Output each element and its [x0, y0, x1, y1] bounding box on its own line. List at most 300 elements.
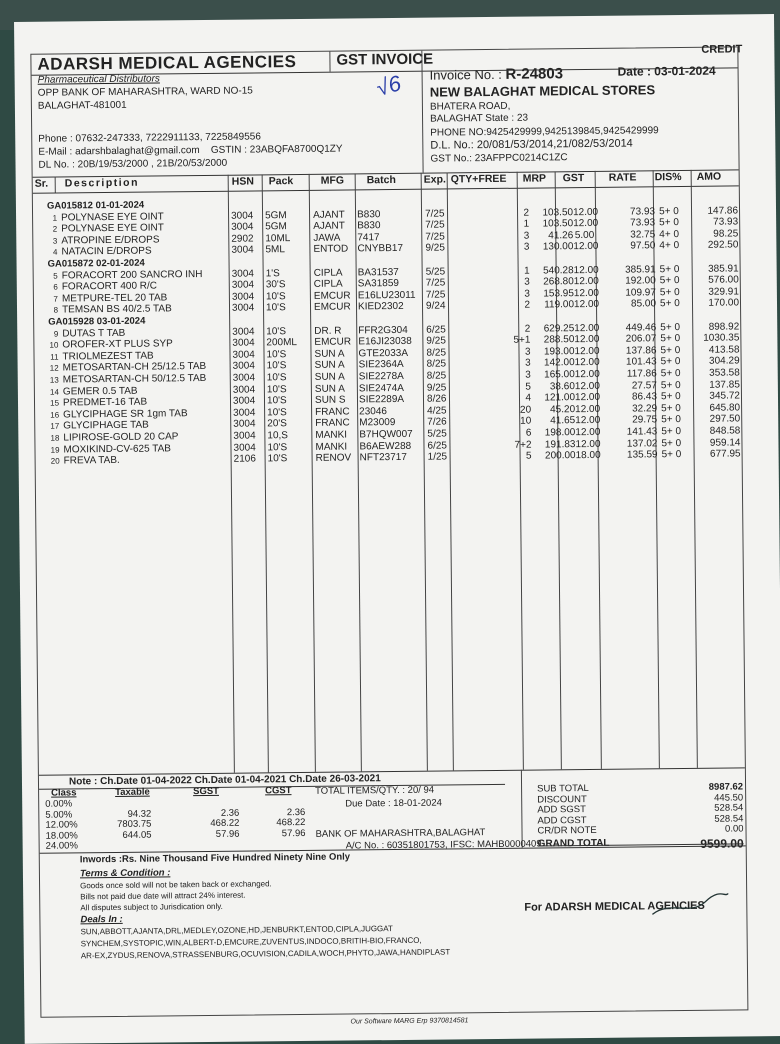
- deals-line: SYNCHEM,SYSTOPIC,WIN,ALBERT-D,EMCURE,ZUVENTUS,INDOCO,BRITIH-BIO,FRANCO,: [80, 935, 422, 949]
- invoice-sheet: [30, 43, 748, 1017]
- row-amount: 576.00: [708, 274, 739, 286]
- row-gst: 12.00: [573, 287, 599, 299]
- row-pack: 10'S: [267, 453, 288, 465]
- tax-col-header: SGST: [193, 785, 220, 798]
- row-discount: 5+ 0: [661, 426, 682, 438]
- row-gst: 12.00: [575, 438, 601, 450]
- row-mrp: 165.00: [544, 369, 575, 381]
- row-amount: 329.91: [708, 286, 739, 298]
- terms-title: Terms & Condition :: [79, 867, 171, 880]
- row-batch: SIE2364A: [358, 359, 404, 371]
- row-sr: 12: [49, 363, 59, 374]
- row-description: FREVA TAB.: [63, 455, 120, 467]
- row-expiry: 1/25: [427, 451, 448, 463]
- row-mrp: 191.83: [544, 438, 576, 451]
- seller-contact: [38, 130, 343, 172]
- tax-cell: 468.22: [276, 817, 306, 829]
- row-rate: 137.02: [626, 437, 658, 450]
- row-rate: 117.86: [626, 368, 657, 380]
- row-gst: 12.00: [575, 403, 601, 415]
- row-rate: 85.00: [630, 298, 657, 310]
- tax-cell: 24.00%: [45, 840, 78, 853]
- row-rate: 137.86: [625, 345, 657, 357]
- term-line: Bills not paid due date will attract 24% interest.: [80, 890, 246, 902]
- row-sr: 2: [52, 224, 58, 234]
- for-company-signature: For ADARSH MEDICAL AGENCIES: [524, 899, 705, 914]
- row-mfg: SUN A: [314, 371, 345, 383]
- row-batch: B830: [357, 220, 381, 232]
- row-hsn: 3004: [231, 279, 255, 291]
- customer-address: [430, 101, 528, 126]
- row-gst: 12.00: [574, 357, 600, 369]
- row-amount: 413.58: [708, 344, 740, 356]
- row-mrp: 130.00: [542, 241, 574, 253]
- row-expiry: 6/25: [426, 324, 446, 336]
- row-sr: 8: [53, 305, 59, 315]
- row-mfg: MANKI: [315, 429, 348, 441]
- row-mfg: SUN A: [314, 383, 345, 395]
- summary-label: ADD CGST: [537, 814, 587, 827]
- invoice-number-value: R-24803: [505, 65, 564, 83]
- row-discount: 5+ 0: [659, 263, 680, 275]
- total-items: TOTAL ITEMS/QTY. : 20/ 94: [315, 784, 435, 797]
- row-mfg: EMCUR: [314, 336, 352, 349]
- summary-value: 528.54: [714, 813, 744, 825]
- row-rate: 385.91: [624, 263, 656, 276]
- row-rate: 135.59: [626, 449, 658, 461]
- row-mrp: 288.50: [543, 334, 575, 346]
- col-header-pack: Pack: [268, 175, 294, 188]
- tax-cell: 12.00%: [45, 819, 78, 831]
- row-discount: 5+ 0: [660, 321, 681, 333]
- row-discount: 4+ 0: [659, 240, 680, 252]
- row-amount: 170.00: [708, 297, 740, 310]
- row-amount: 353.58: [709, 367, 740, 379]
- row-amount: 73.93: [713, 216, 739, 228]
- row-mrp: 193.00: [543, 345, 575, 358]
- row-gst: 12.00: [574, 392, 601, 404]
- row-hsn: 3004: [233, 418, 256, 431]
- row-batch: GTE2033A: [358, 347, 409, 360]
- row-hsn: 3004: [232, 360, 255, 373]
- row-expiry: 7/25: [425, 219, 445, 231]
- row-pack: 30'S: [265, 279, 286, 291]
- tax-col-header: CGST: [265, 785, 292, 797]
- row-qty: 3: [523, 241, 530, 254]
- summary-label: GRAND TOTAL: [537, 837, 610, 850]
- row-gst: 12.00: [573, 276, 599, 288]
- row-batch: BA31537: [357, 266, 399, 278]
- col-header-dis: DIS%: [654, 170, 682, 184]
- amount-summary: [537, 781, 744, 851]
- tax-cell: 57.96: [281, 827, 306, 840]
- row-sr: 9: [53, 329, 59, 339]
- invoice-number: [430, 65, 564, 83]
- col-header-description: Description: [64, 176, 140, 190]
- row-qty: 3: [524, 288, 530, 300]
- row-hsn: 3004: [231, 210, 254, 222]
- row-qty: 6: [525, 427, 532, 439]
- row-pack: 10'S: [266, 395, 287, 407]
- row-rate: 32.75: [630, 229, 656, 241]
- row-amount: 385.91: [707, 262, 739, 275]
- row-sr: 20: [50, 456, 60, 466]
- summary-value: 0.00: [724, 823, 744, 835]
- col-header-rate: RATE: [608, 171, 637, 184]
- row-gst: 12.00: [573, 241, 599, 253]
- row-discount: 5+ 0: [660, 391, 681, 403]
- row-batch: E16LU23011: [357, 289, 416, 302]
- row-mrp: 540.28: [543, 264, 574, 277]
- signature-stroke: [650, 890, 730, 921]
- row-rate: 27.57: [631, 379, 657, 392]
- row-mrp: 142.00: [543, 357, 575, 369]
- divider: [329, 52, 330, 72]
- row-mrp: 41.26: [548, 229, 574, 242]
- row-discount: 5+ 0: [659, 275, 680, 287]
- divider: [39, 767, 745, 775]
- tax-cell: 57.96: [215, 828, 240, 840]
- customer-name: NEW BALAGHAT MEDICAL STORES: [429, 82, 656, 100]
- customer-dl: D.L. No.: 20/081/53/2014,21/082/53/2014: [430, 137, 633, 152]
- tax-cell: 94.32: [127, 808, 152, 820]
- row-sr: 16: [50, 410, 60, 420]
- row-mrp: 103.50: [542, 206, 574, 219]
- row-expiry: 8/26: [426, 393, 447, 405]
- seller-address-line2: BALAGHAT-481001: [37, 99, 127, 112]
- row-amount: 645.80: [709, 402, 741, 414]
- row-batch: M23009: [359, 417, 396, 429]
- row-rate: 449.46: [625, 321, 657, 334]
- row-hsn: 3004: [231, 244, 254, 257]
- row-batch: E16JI23038: [358, 336, 412, 348]
- row-rate: 109.97: [625, 287, 656, 299]
- row-hsn: 3004: [232, 337, 255, 349]
- tax-cell: 7803.75: [117, 818, 152, 831]
- row-mfg: AJANT: [313, 209, 345, 221]
- row-description: POLYNASE EYE OINT: [61, 211, 164, 224]
- row-description: METOSARTAN-CH 25/12.5 TAB: [62, 361, 207, 374]
- row-hsn: 2106: [233, 453, 256, 465]
- row-discount: 5+ 0: [660, 379, 681, 391]
- row-gst: 12.00: [574, 334, 600, 346]
- row-pack: 1'S: [265, 267, 280, 279]
- row-gst: 12.00: [572, 206, 599, 218]
- deals-list: [80, 922, 450, 962]
- row-expiry: 5/25: [427, 428, 447, 440]
- row-pack: 10'S: [266, 383, 287, 395]
- row-discount: 4+ 0: [659, 228, 680, 241]
- row-mrp: 153.95: [543, 287, 574, 300]
- row-qty: 10: [520, 415, 532, 428]
- row-pack: 10'S: [265, 290, 286, 303]
- row-expiry: 7/25: [425, 277, 446, 289]
- row-qty: 20: [519, 404, 532, 416]
- row-description: PREDMET-16 TAB: [62, 396, 148, 409]
- customer-phone: PHONE NO:9425429999,9425139845,9425429999: [430, 125, 659, 139]
- row-sr: 6: [53, 282, 58, 292]
- row-mfg: FRANC: [315, 417, 350, 430]
- row-gst: 5.00: [574, 229, 595, 241]
- row-mrp: 103.50: [542, 218, 574, 230]
- row-qty: 2: [524, 323, 531, 335]
- row-expiry: 4/25: [427, 405, 447, 417]
- row-gst: 12.00: [574, 345, 600, 357]
- row-rate: 141.43: [626, 426, 658, 438]
- summary-value: 528.54: [714, 802, 744, 814]
- row-pack: 10,S: [267, 430, 289, 442]
- row-qty: 1: [523, 218, 530, 230]
- row-pack: 20'S: [267, 418, 288, 430]
- row-discount: 5+ 0: [660, 344, 681, 357]
- row-mrp: 41.65: [550, 415, 576, 427]
- row-mfg: SUN A: [314, 359, 345, 372]
- row-batch: KIED2302: [357, 301, 404, 313]
- row-pack: 10ML: [265, 232, 291, 245]
- row-expiry: 7/25: [425, 231, 445, 243]
- row-mfg: EMCUR: [313, 301, 351, 314]
- group-header-label: GA015928 03-01-2024: [48, 315, 146, 328]
- row-sr: 18: [50, 433, 60, 443]
- row-hsn: 3004: [231, 268, 254, 280]
- row-rate: 86.43: [631, 391, 658, 403]
- row-pack: 10'S: [267, 406, 287, 419]
- row-rate: 73.93: [630, 217, 656, 229]
- row-discount: 5+ 0: [660, 333, 681, 345]
- col-header-hsn: HSN: [231, 175, 254, 188]
- due-date: Due Date : 18-01-2024: [345, 797, 442, 810]
- summary-label: SUB TOTAL: [537, 783, 589, 795]
- divider: [421, 51, 423, 173]
- row-gst: 12.00: [573, 299, 600, 311]
- invoice-paper: [14, 14, 780, 1044]
- row-description: GEMER 0.5 TAB: [62, 385, 138, 398]
- row-qty: 3: [524, 276, 530, 288]
- invoice-title: GST INVOICE: [336, 50, 434, 69]
- row-expiry: 9/25: [426, 335, 446, 347]
- row-amount: 345.72: [709, 390, 741, 402]
- row-batch: NFT23717: [359, 452, 407, 464]
- row-batch: CNYBB17: [357, 243, 404, 255]
- row-pack: 10'S: [266, 372, 287, 384]
- row-expiry: 8/25: [426, 358, 447, 371]
- row-pack: 5ML: [265, 244, 285, 256]
- row-mrp: 45.20: [550, 403, 576, 416]
- summary-label: ADD SGST: [537, 804, 586, 816]
- tax-cell: 468.22: [210, 817, 240, 830]
- row-description: ATROPINE E/DROPS: [61, 234, 160, 247]
- row-expiry: 7/25: [425, 289, 446, 301]
- row-mfg: EMCUR: [313, 290, 351, 302]
- row-gst: 12.00: [573, 218, 599, 230]
- row-rate: 206.07: [625, 333, 657, 345]
- line-items: [33, 193, 741, 467]
- row-expiry: 8/25: [426, 347, 447, 359]
- challan-note: Note : Ch.Date 01-04-2022 Ch.Date 01-04-2021 Ch.Date 26-03-2021: [68, 773, 381, 788]
- summary-value: 8987.62: [708, 781, 744, 793]
- row-pack: 5GM: [265, 209, 287, 221]
- row-mfg: FRANC: [315, 406, 350, 418]
- tax-cell: 0.00%: [45, 798, 73, 810]
- bank-name: BANK OF MAHARASHTRA,BALAGHAT: [315, 827, 486, 840]
- row-rate: 29.75: [632, 414, 658, 426]
- row-mfg: CIPLA: [313, 267, 343, 279]
- row-qty: 3: [523, 230, 530, 242]
- seller-subtitle: Pharmaceutical Distributors: [37, 73, 160, 86]
- row-amount: 1030.35: [703, 332, 740, 344]
- row-batch: SA31859: [357, 278, 399, 290]
- row-gst: 12.00: [575, 426, 601, 439]
- row-sr: 11: [50, 352, 59, 362]
- row-description: METPURE-TEL 20 TAB: [61, 292, 168, 305]
- handwritten-tick: √6: [373, 70, 404, 101]
- divider: [55, 177, 56, 193]
- term-line: Goods once sold will not be taken back or exchanged.: [80, 879, 272, 891]
- row-pack: 5GM: [265, 221, 287, 233]
- row-amount: 677.95: [709, 448, 741, 460]
- row-expiry: 5/25: [425, 266, 446, 278]
- row-hsn: 3004: [233, 442, 256, 454]
- row-gst: 12.00: [574, 380, 600, 392]
- row-amount: 848.58: [709, 425, 741, 437]
- row-pack: 10'S: [266, 348, 287, 361]
- row-sr: 1: [52, 213, 58, 223]
- row-expiry: 7/25: [424, 208, 445, 220]
- row-batch: B830: [356, 208, 381, 220]
- term-line: All disputes subject to Jurisdication only.: [80, 901, 223, 913]
- deals-line: AR-EX,ZYDUS,RENOVA,STRASSENBURG,OCUVISION,CADILA,WOCH,PHYTO,JAWA,HANDIPLAST: [80, 947, 451, 961]
- col-header-gst: GST: [562, 172, 585, 185]
- row-description: POLYNASE EYE OINT: [61, 222, 164, 235]
- row-batch: 23046: [359, 405, 387, 418]
- invoice-type: CREDIT: [701, 43, 743, 56]
- row-description: TEMSAN BS 40/2.5 TAB: [61, 303, 172, 316]
- row-expiry: 9/25: [425, 242, 445, 255]
- tax-cell: 2.36: [220, 807, 240, 819]
- row-mfg: JAWA: [313, 232, 341, 244]
- row-hsn: 3004: [231, 291, 255, 303]
- row-discount: 5+ 0: [659, 298, 680, 310]
- row-expiry: 7/26: [427, 416, 447, 429]
- row-gst: 12.00: [574, 322, 600, 334]
- col-header-sr: Sr.: [34, 177, 49, 190]
- row-mrp: 38.60: [549, 380, 575, 392]
- row-mrp: 629.25: [543, 322, 575, 335]
- row-amount: 304.29: [708, 355, 740, 368]
- row-mfg: SUN S: [314, 394, 346, 407]
- row-amount: 98.25: [713, 228, 739, 240]
- row-hsn: 3004: [231, 302, 255, 315]
- row-description: MOXIKIND-CV-625 TAB: [63, 442, 171, 456]
- tax-col-header: Class: [51, 787, 77, 799]
- row-pack: 10'S: [266, 360, 287, 372]
- row-description: FORACORT 400 R/C: [61, 280, 158, 293]
- row-description: DUTAS T TAB: [62, 327, 126, 340]
- tax-cell: 2.36: [286, 806, 306, 818]
- row-pack: 10'S: [265, 302, 286, 314]
- row-qty: 3: [525, 369, 531, 381]
- terms-list: [80, 878, 272, 913]
- summary-label: CR/DR NOTE: [537, 825, 597, 837]
- row-description: NATACIN E/DROPS: [61, 245, 152, 258]
- row-discount: 5+ 0: [659, 217, 679, 229]
- row-qty: 2: [524, 299, 531, 312]
- row-batch: SIE2474A: [358, 382, 404, 394]
- row-sr: 3: [52, 236, 58, 246]
- row-amount: 147.86: [707, 205, 739, 217]
- row-amount: 898.92: [708, 320, 740, 333]
- row-expiry: 9/24: [425, 300, 446, 313]
- row-hsn: 2902: [231, 233, 254, 245]
- row-mrp: 198.00: [544, 427, 576, 439]
- software-credit: Our Software MARG Erp 9370814581: [350, 1017, 469, 1026]
- row-discount: 5+ 0: [661, 402, 681, 415]
- row-amount: 297.50: [709, 413, 741, 426]
- row-rate: 97.50: [630, 240, 656, 252]
- row-mrp: 119.00: [544, 299, 575, 311]
- seller-dl: DL No. : 20B/19/53/2000 , 21B/20/53/2000: [38, 157, 228, 171]
- row-sr: 5: [53, 271, 58, 281]
- row-mfg: DR. R: [314, 325, 342, 337]
- row-mrp: 121.00: [544, 392, 576, 404]
- row-sr: 7: [53, 294, 58, 304]
- customer-gst: GST No.: 23AFPPC0214C1ZC: [430, 152, 568, 165]
- row-description: METOSARTAN-CH 50/12.5 TAB: [62, 372, 207, 386]
- row-gst: 12.00: [575, 415, 601, 427]
- row-gst: 12.00: [573, 264, 599, 276]
- row-pack: 10'S: [267, 441, 288, 453]
- row-batch: 7417: [357, 231, 380, 244]
- row-expiry: 8/25: [426, 370, 447, 382]
- row-pack: 10'S: [266, 325, 287, 337]
- row-mfg: CIPLA: [313, 278, 343, 291]
- customer-address-line2: BALAGHAT State : 23: [430, 112, 529, 125]
- row-amount: 137.85: [709, 378, 740, 391]
- row-hsn: 3004: [232, 384, 256, 396]
- group-header-label: GA015812 01-01-2024: [46, 199, 145, 212]
- row-mfg: RENOV: [315, 452, 352, 465]
- tax-cell: 644.05: [122, 829, 152, 841]
- seller-email: E-Mail : adarshbalaghat@gmail.com: [38, 145, 200, 158]
- row-sr: 13: [49, 375, 59, 385]
- row-sr: 19: [50, 445, 60, 455]
- row-qty: 4: [525, 392, 532, 404]
- row-description: OROFER-XT PLUS SYP: [62, 338, 173, 351]
- row-qty: 3: [525, 357, 531, 370]
- row-rate: 101.43: [625, 356, 657, 368]
- row-description: GLYCIPHAGE TAB: [63, 419, 149, 432]
- row-amount: 292.50: [707, 239, 739, 252]
- row-amount: 959.14: [709, 436, 741, 449]
- row-sr: 4: [52, 247, 58, 257]
- row-hsn: 3004: [232, 372, 256, 384]
- row-rate: 73.93: [629, 205, 656, 218]
- row-sr: 15: [50, 398, 60, 408]
- row-rate: 32.29: [632, 403, 658, 415]
- row-batch: SIE2289A: [358, 394, 405, 406]
- row-gst: 18.00: [575, 450, 601, 462]
- seller-gstin: GSTIN : 23ABQFA8700Q1ZY: [210, 143, 343, 156]
- row-expiry: 9/25: [426, 382, 447, 394]
- col-header-batch: Batch: [366, 173, 396, 187]
- invoice-date: Date : 03-01-2024: [617, 63, 716, 79]
- row-sr: 14: [49, 387, 59, 397]
- col-header-exp: Exp.: [423, 173, 446, 186]
- deals-title: Deals In :: [80, 913, 123, 926]
- row-qty: 5+1: [513, 334, 531, 346]
- summary-value: 9599.00: [700, 836, 744, 851]
- group-header-label: GA015872 02-01-2024: [47, 257, 145, 270]
